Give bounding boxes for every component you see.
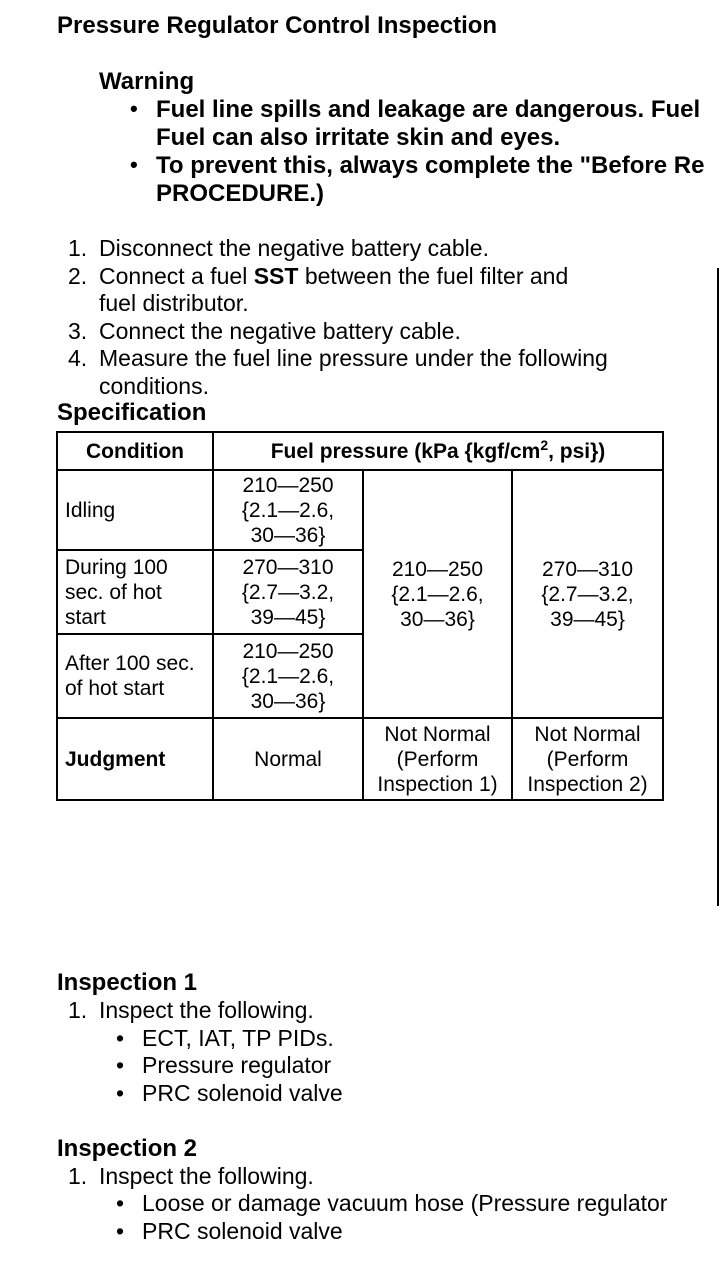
- condition-line: Idling: [65, 498, 116, 522]
- warning-bullet-1-line2: Fuel can also irritate skin and eyes.: [156, 124, 561, 151]
- pressure-line: {2.7—3.2,: [541, 582, 634, 606]
- specification-table: [56, 431, 664, 801]
- step-number: 1.: [68, 1163, 88, 1189]
- header-pressure-post: , psi}): [548, 439, 606, 463]
- judgment-row: [57, 718, 663, 800]
- judgment-cell: [213, 718, 363, 800]
- header-condition: Condition: [57, 432, 213, 470]
- pressure-cell: [213, 470, 363, 550]
- inspection-2-heading: Inspection 2: [57, 1135, 198, 1162]
- bullet-dot: •: [130, 152, 138, 177]
- page-title: Pressure Regulator Control Inspection: [57, 12, 498, 39]
- header-pressure-pre: Fuel pressure (kPa {kgf/cm: [270, 439, 541, 463]
- pressure-cell-col4: [512, 470, 663, 718]
- step-text-pre: Connect a fuel: [99, 263, 254, 289]
- bullet-dot: •: [130, 96, 138, 121]
- pressure-line: {2.1—2.6,: [241, 664, 335, 688]
- bullet-dot: •: [116, 1218, 125, 1244]
- warning-heading: Warning: [99, 68, 195, 95]
- header-pressure-sup: 2: [540, 436, 549, 453]
- specification-heading: Specification: [57, 399, 207, 426]
- judgment-line: (Perform: [546, 747, 629, 771]
- step-number: 2.: [68, 263, 88, 289]
- judgment-line: Not Normal: [534, 722, 641, 746]
- judgment-line: Normal: [254, 747, 322, 771]
- judgment-line: Not Normal: [384, 722, 491, 746]
- warning-bullet-2-line2: PROCEDURE.): [156, 180, 325, 207]
- warning-bullet-2-line1: To prevent this, always complete the "Before Re: [156, 152, 705, 179]
- list-item: PRC solenoid valve: [142, 1080, 343, 1106]
- pressure-line: 30—36}: [400, 607, 475, 631]
- step-text: Connect the negative battery cable.: [99, 318, 461, 344]
- bullet-dot: •: [116, 1190, 125, 1216]
- list-item: Pressure regulator: [142, 1052, 332, 1078]
- pressure-line: {2.1—2.6,: [241, 498, 335, 522]
- condition-line: After 100 sec.: [65, 652, 195, 675]
- step-text-line2: fuel distributor.: [99, 290, 249, 316]
- sst-term: SST: [253, 263, 299, 289]
- judgment-cell: [512, 718, 663, 800]
- table-row: [57, 470, 663, 550]
- pressure-cell-col3: [363, 470, 512, 718]
- pressure-line: {2.1—2.6,: [391, 582, 484, 606]
- condition-line: During 100: [65, 555, 168, 579]
- bullet-dot: •: [116, 1025, 125, 1051]
- bullet-dot: •: [116, 1052, 125, 1078]
- condition-line: start: [65, 605, 106, 629]
- step-number: 1.: [68, 997, 88, 1023]
- header-fuel-pressure: [213, 432, 663, 470]
- list-item: Loose or damage vacuum hose (Pressure regulator: [142, 1190, 668, 1216]
- pressure-line: 270—310: [242, 555, 334, 579]
- judgment-line: Inspection 1): [377, 772, 498, 796]
- condition-cell: [57, 470, 213, 550]
- inspection-1-heading: Inspection 1: [57, 969, 198, 996]
- pressure-line: 39—45}: [550, 607, 625, 631]
- condition-line: sec. of hot: [65, 580, 162, 604]
- pressure-line: 270—310: [541, 557, 634, 581]
- judgment-line: Inspection 2): [527, 772, 648, 796]
- condition-cell: [57, 634, 213, 718]
- step-number: 3.: [68, 318, 88, 344]
- pressure-line: 210—250: [242, 639, 334, 663]
- step-text: [99, 263, 568, 290]
- table-header-row: [57, 432, 663, 470]
- pressure-line: 210—250: [242, 473, 334, 497]
- list-item: PRC solenoid valve: [142, 1218, 343, 1244]
- pressure-line: 210—250: [391, 557, 484, 581]
- step-text-line2: conditions.: [99, 373, 209, 399]
- page-edge-border: [717, 268, 719, 906]
- step-number: 1.: [68, 235, 88, 261]
- judgment-label: Judgment: [57, 718, 213, 800]
- inspection-1-step: Inspect the following.: [99, 997, 314, 1023]
- condition-cell: [57, 550, 213, 634]
- pressure-line: {2.7—3.2,: [241, 580, 335, 604]
- step-text: Disconnect the negative battery cable.: [99, 235, 489, 261]
- condition-line: of hot start: [65, 677, 165, 700]
- judgment-line: (Perform: [396, 747, 479, 771]
- pressure-line: 39—45}: [250, 605, 326, 629]
- judgment-cell: [363, 718, 512, 800]
- list-item: ECT, IAT, TP PIDs.: [142, 1025, 334, 1051]
- step-number: 4.: [68, 345, 88, 371]
- pressure-line: 30—36}: [250, 689, 326, 713]
- step-text-post: between the fuel filter and: [298, 263, 569, 289]
- pressure-line: 30—36}: [250, 523, 326, 547]
- pressure-cell: [213, 634, 363, 718]
- inspection-2-step: Inspect the following.: [99, 1163, 314, 1189]
- warning-bullet-1-line1: Fuel line spills and leakage are dangerous. Fuel: [156, 96, 701, 123]
- bullet-dot: •: [116, 1080, 125, 1106]
- pressure-cell: [213, 550, 363, 634]
- step-text: Measure the fuel line pressure under the following: [99, 345, 608, 371]
